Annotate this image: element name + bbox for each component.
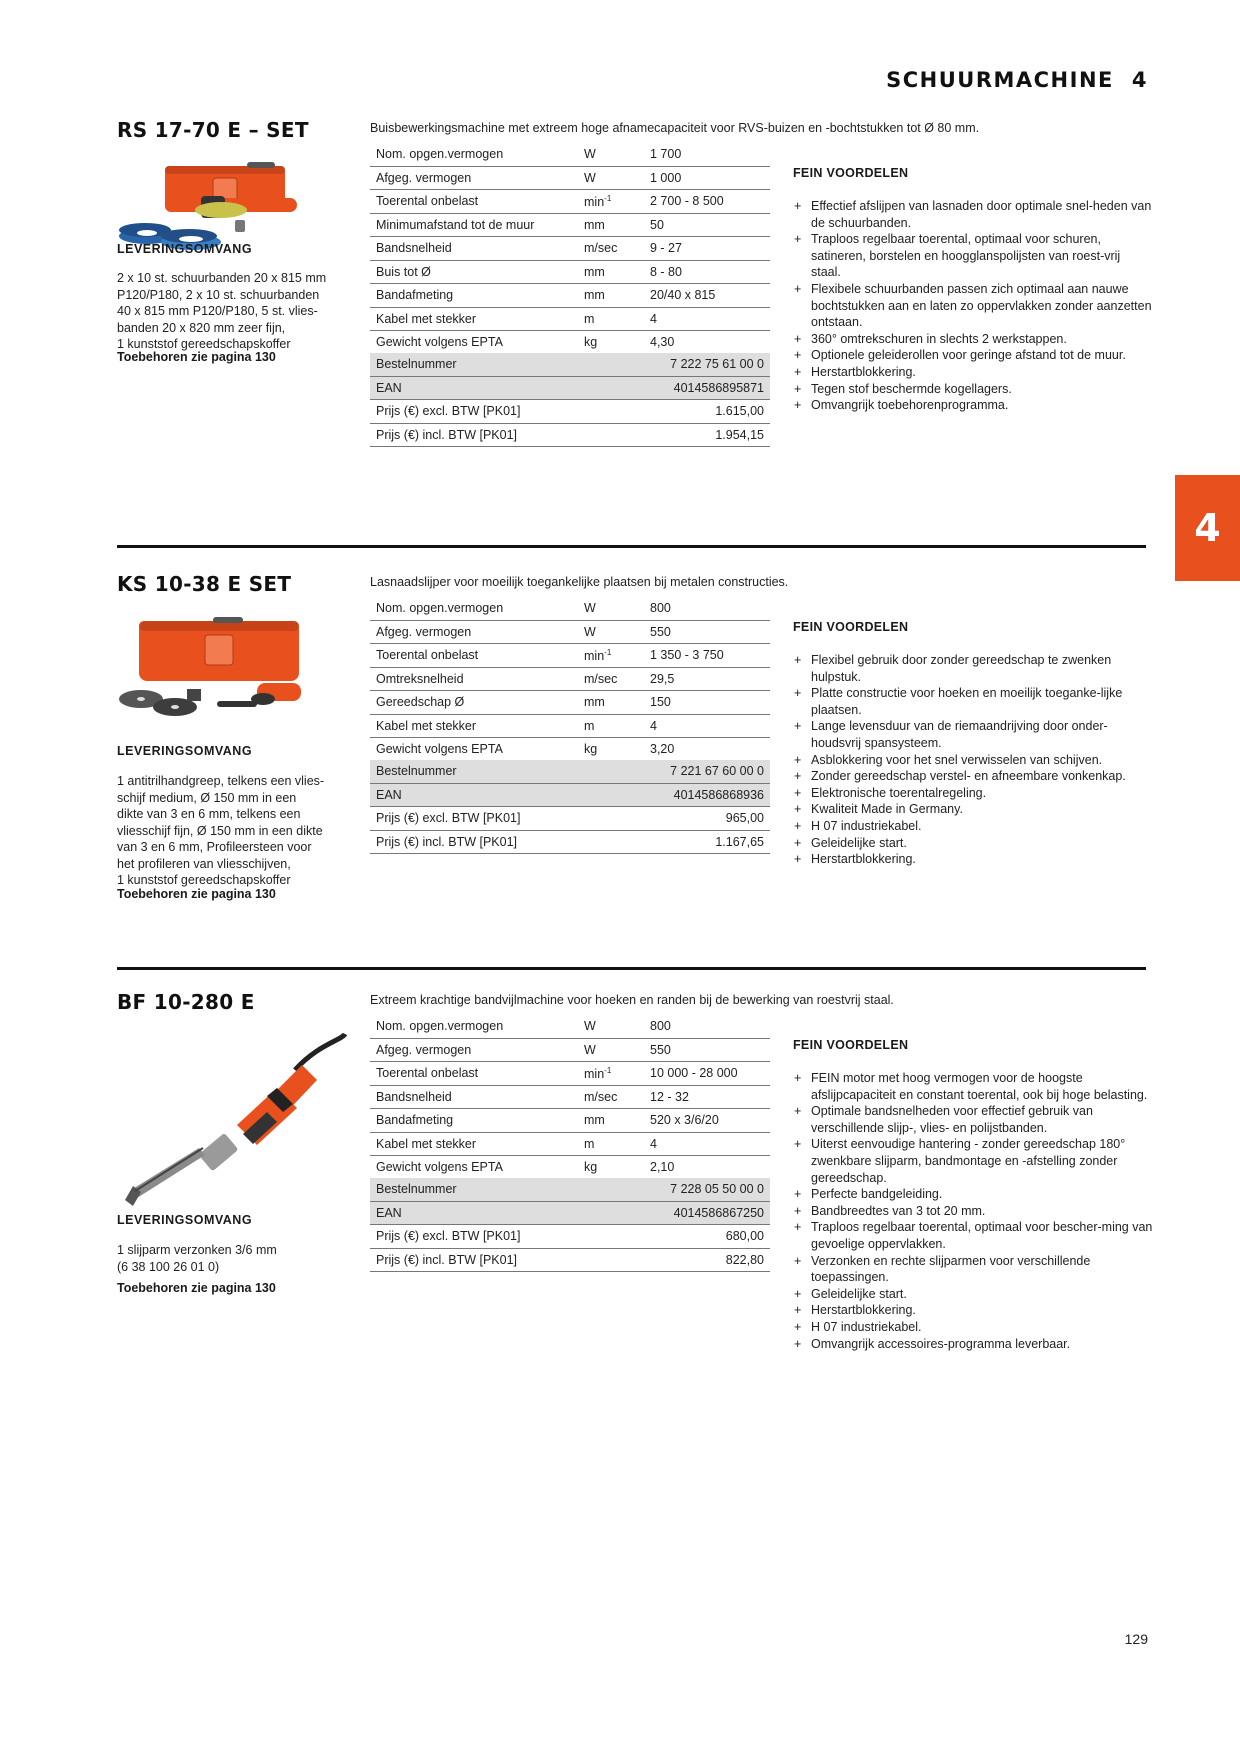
advantage-item: + Traploos regelbaar toerental, optimaal voor schuren, satineren, borstelen en hoogglanspolijsten van roest-vrij staal.: [793, 231, 1153, 281]
spec-row: Toerental onbelast $\min^{-1}$ 1 350 - 3 750: [370, 644, 770, 668]
advantage-item: + H 07 industriekabel.: [793, 1319, 1153, 1336]
spec-row: Nom. opgen.vermogen W 1 700: [370, 143, 770, 166]
advantage-item: + Herstartblokkering.: [793, 364, 1153, 381]
advantage-item: + Bandbreedtes van 3 tot 20 mm.: [793, 1203, 1153, 1220]
order-table: [370, 1178, 770, 1272]
spec-row: Bandsnelheid m/sec 9 - 27: [370, 237, 770, 261]
product-description: Buisbewerkingsmachine met extreem hoge afnamecapaciteit voor RVS-buizen en -bochtstukken tot Ø 80 mm.: [370, 121, 980, 135]
advantage-item: + Herstartblokkering.: [793, 1302, 1153, 1319]
spec-row: Bandafmeting mm 520 x 3/6/20: [370, 1109, 770, 1133]
scope-text: 1 antitrilhandgreep, telkens een vlies- schijf medium, Ø 150 mm in een dikte van 3 en 6 mm, telkens een vliesschijf fijn, Ø 150 mm in een dikte van 3 en 6 mm, Profileersteen voor het profileren van vliesschijven, 1 kunststof gereedschapskoffer: [117, 774, 325, 887]
product-section-rs-17-70: [117, 118, 1152, 488]
order-row: EAN 4014586868936: [370, 783, 770, 807]
advantage-item: + Elektronische toerentalregeling.: [793, 785, 1153, 802]
page-number: 129: [1124, 1631, 1148, 1647]
spec-table: [370, 1015, 770, 1180]
spec-row: Gewicht volgens EPTA kg 3,20: [370, 738, 770, 762]
header-title: SCHUURMACHINE: [886, 68, 1114, 92]
order-row: Prijs (€) excl. BTW [PK01] 680,00: [370, 1225, 770, 1249]
product-description: Lasnaadslijper voor moeilijk toegankelijke plaatsen bij metalen constructies.: [370, 575, 789, 589]
advantages-heading: FEIN VOORDELEN: [793, 620, 909, 634]
advantage-item: + Tegen stof beschermde kogellagers.: [793, 381, 1153, 398]
order-row: EAN 4014586895871: [370, 376, 770, 400]
advantage-item: + Flexibele schuurbanden passen zich optimaal aan nauwe bochtstukken aan en laten zo oppervlakken zonder aanzetten ontstaan.: [793, 281, 1153, 331]
advantage-item: + Traploos regelbaar toerental, optimaal voor bescher-ming van gevoelige oppervlakken.: [793, 1219, 1153, 1252]
advantage-item: + Uiterst eenvoudige hantering - zonder gereedschap 180° zwenkbare slijparm, bandmontage en -afstelling zonder gereedschap.: [793, 1136, 1153, 1186]
spec-row: Toerental onbelast $\min^{-1}$ 10 000 - 28 000: [370, 1062, 770, 1086]
scope-text: 1 slijparm verzonken 3/6 mm (6 38 100 26 01 0): [117, 1243, 277, 1274]
advantages-heading: FEIN VOORDELEN: [793, 1038, 909, 1052]
spec-row: Buis tot Ø mm 8 - 80: [370, 260, 770, 284]
section-divider: [117, 967, 1146, 970]
advantage-item: + 360° omtrekschuren in slechts 2 werkstappen.: [793, 331, 1153, 348]
chapter-side-tab: 4: [1175, 475, 1240, 581]
order-table: [370, 760, 770, 854]
product-section-ks-10-38: [117, 572, 1146, 912]
order-table: [370, 353, 770, 447]
product-title: BF 10-280 E: [117, 990, 255, 1014]
order-row: Prijs (€) incl. BTW [PK01] 1.167,65: [370, 830, 770, 854]
spec-row: Bandafmeting mm 20/40 x 815: [370, 284, 770, 308]
product-image: [117, 1030, 347, 1210]
advantages-list: [793, 1070, 1153, 1352]
advantages-list: [793, 652, 1153, 868]
spec-row: Omtreksnelheid m/sec 29,5: [370, 667, 770, 691]
advantage-item: + Kwaliteit Made in Germany.: [793, 801, 1153, 818]
spec-row: Nom. opgen.vermogen W 800: [370, 597, 770, 620]
spec-row: Gewicht volgens EPTA kg 2,10: [370, 1156, 770, 1180]
accessories-link[interactable]: Toebehoren zie pagina 130: [117, 1281, 276, 1295]
order-row: Prijs (€) excl. BTW [PK01] 1.615,00: [370, 400, 770, 424]
product-title: RS 17-70 E – SET: [117, 118, 309, 142]
advantage-item: + Optimale bandsnelheden voor effectief gebruik van verschillende slijp-, vlies- en polijstbanden.: [793, 1103, 1153, 1136]
spec-row: Afgeg. vermogen W 550: [370, 1038, 770, 1062]
order-row: Prijs (€) incl. BTW [PK01] 1.954,15: [370, 423, 770, 447]
advantage-item: + Effectief afslijpen van lasnaden door optimale snel-heden van de schuurbanden.: [793, 198, 1153, 231]
spec-table: [370, 143, 770, 355]
advantage-item: + Platte constructie voor hoeken en moeilijk toeganke-lijke plaatsen.: [793, 685, 1153, 718]
spec-row: Afgeg. vermogen W 1 000: [370, 166, 770, 190]
spec-row: Gewicht volgens EPTA kg 4,30: [370, 331, 770, 355]
scope-heading: LEVERINGSOMVANG: [117, 1213, 253, 1227]
advantage-item: + Zonder gereedschap verstel- en afneembare vonkenkap.: [793, 768, 1153, 785]
section-divider: [117, 545, 1146, 548]
spec-row: Kabel met stekker m 4: [370, 307, 770, 331]
header-chapter-number: 4: [1131, 68, 1148, 92]
spec-row: Bandsnelheid m/sec 12 - 32: [370, 1085, 770, 1109]
advantage-item: + Perfecte bandgeleiding.: [793, 1186, 1153, 1203]
spec-row: Kabel met stekker m 4: [370, 714, 770, 738]
advantage-item: + Asblokkering voor het snel verwisselen van schijven.: [793, 752, 1153, 769]
advantage-item: + Verzonken en rechte slijparmen voor verschillende toepassingen.: [793, 1253, 1153, 1286]
spec-table: [370, 597, 770, 762]
order-row: Bestelnummer 7 221 67 60 00 0: [370, 760, 770, 783]
advantages-heading: FEIN VOORDELEN: [793, 166, 909, 180]
advantage-item: + Flexibel gebruik door zonder gereedschap te zwenken hulpstuk.: [793, 652, 1153, 685]
advantage-item: + Lange levensduur van de riemaandrijving door onder-houdsvrij spansysteem.: [793, 718, 1153, 751]
spec-row: Toerental onbelast $\min^{-1}$ 2 700 - 8 500: [370, 190, 770, 214]
product-section-bf-10-280: [117, 990, 1153, 1390]
order-row: Prijs (€) incl. BTW [PK01] 822,80: [370, 1248, 770, 1272]
advantage-item: + FEIN motor met hoog vermogen voor de hoogste afslijpcapaciteit en constant toerental, ook bij hoge belasting.: [793, 1070, 1153, 1103]
order-row: Prijs (€) excl. BTW [PK01] 965,00: [370, 807, 770, 831]
product-description: Extreem krachtige bandvijlmachine voor hoeken en randen bij de bewerking van roestvrij staal.: [370, 993, 894, 1007]
advantage-item: + H 07 industriekabel.: [793, 818, 1153, 835]
advantage-item: + Omvangrijk accessoires-programma leverbaar.: [793, 1336, 1153, 1353]
advantages-list: [793, 198, 1153, 414]
scope-heading: LEVERINGSOMVANG: [117, 744, 253, 758]
accessories-link[interactable]: Toebehoren zie pagina 130: [117, 887, 276, 901]
spec-row: Gereedschap Ø mm 150: [370, 691, 770, 715]
advantage-item: + Optionele geleiderollen voor geringe afstand tot de muur.: [793, 347, 1153, 364]
spec-row: Minimumafstand tot de muur mm 50: [370, 213, 770, 237]
spec-row: Nom. opgen.vermogen W 800: [370, 1015, 770, 1038]
order-row: Bestelnummer 7 222 75 61 00 0: [370, 353, 770, 376]
spec-row: Kabel met stekker m 4: [370, 1132, 770, 1156]
scope-text: 2 x 10 st. schuurbanden 20 x 815 mm P120/P180, 2 x 10 st. schuurbanden 40 x 815 mm P120/P180, 5 st. vlies- banden 20 x 820 mm zeer fijn, 1 kunststof gereedschapskoffer: [117, 271, 327, 351]
advantage-item: + Omvangrijk toebehorenprogramma.: [793, 397, 1153, 414]
spec-row: Afgeg. vermogen W 550: [370, 620, 770, 644]
advantage-item: + Herstartblokkering.: [793, 851, 1153, 868]
advantage-item: + Geleidelijke start.: [793, 835, 1153, 852]
advantage-item: + Geleidelijke start.: [793, 1286, 1153, 1303]
scope-heading: LEVERINGSOMVANG: [117, 242, 253, 256]
accessories-link[interactable]: Toebehoren zie pagina 130: [117, 350, 276, 364]
product-title: KS 10-38 E SET: [117, 572, 292, 596]
product-image: [117, 617, 317, 727]
order-row: Bestelnummer 7 228 05 50 00 0: [370, 1178, 770, 1201]
page-header: [886, 68, 1148, 92]
order-row: EAN 4014586867250: [370, 1201, 770, 1225]
